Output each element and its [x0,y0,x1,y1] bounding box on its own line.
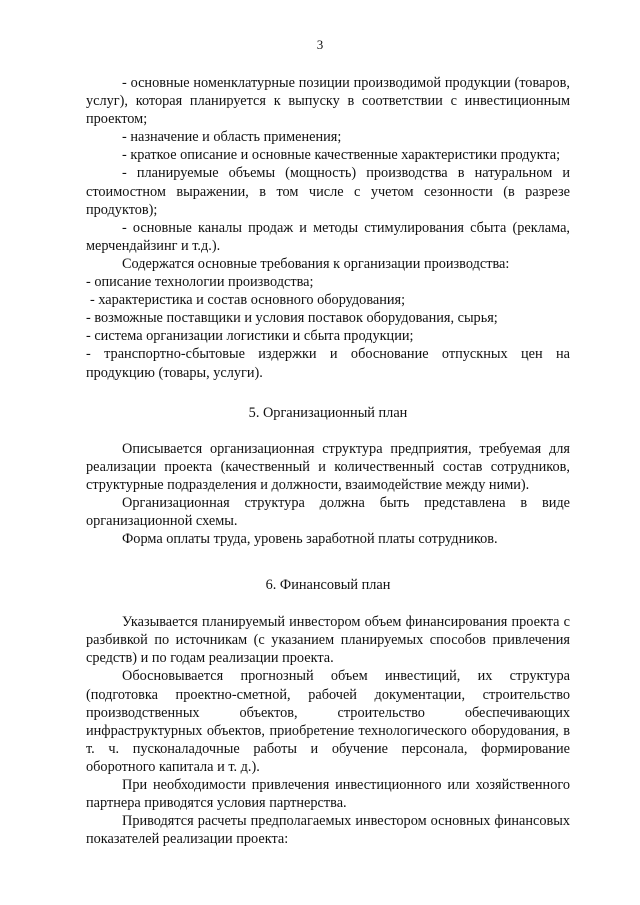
list-item-description: - краткое описание и основные качественные характеристики продукта; [122,147,561,164]
section-5-paragraph: Организационная структура должна быть представлена в виде организационной схемы. [86,494,570,529]
list-item-technology: - описание технологии производства; [86,274,314,291]
section-6-paragraph: Указывается планируемый инвестором объем финансирования проекта с разбивкой по источникам (с указанием планируемых способов привлечения средств) и по годам реализации проекта. [86,614,570,667]
list-item-costs: - транспортно-сбытовые издержки и обоснование отпускных цен на продукцию (товары, услуги). [86,346,570,381]
section-5-heading: 5. Организационный план [248,404,408,421]
section-5-paragraph: Описывается организационная структура предприятия, требуемая для реализации проекта (качественный и количественный состав сотрудников, структурные подразделения и должности, взаимодействие между ними). [86,440,570,493]
list-item-equipment: - характеристика и состав основного оборудования; [90,292,406,309]
list-item-logistics: - система организации логистики и сбыта продукции; [86,328,414,345]
page-number: 3 [316,37,324,52]
section-6-paragraph: Приводятся расчеты предполагаемых инвестором основных финансовых показателей реализации проекта: [86,813,570,848]
section-6-paragraph: При необходимости привлечения инвестиционного или хозяйственного партнера приводятся условия партнерства. [86,777,570,812]
requirements-intro: Содержатся основные требования к организации производства: [122,255,510,272]
list-item-nomenclature: - основные номенклатурные позиции производимой продукции (товаров, услуг), которая планируется к выпуску в соответствии с инвестиционным проектом; [86,75,570,128]
list-item-sales-channels: - основные каналы продаж и методы стимулирования сбыта (реклама, мерчендайзинг и т.д.). [86,219,570,254]
list-item-purpose: - назначение и область применения; [122,129,342,146]
list-item-suppliers: - возможные поставщики и условия поставок оборудования, сырья; [86,310,498,327]
section-5-paragraph: Форма оплаты труда, уровень заработной платы сотрудников. [122,531,498,548]
section-6-heading: 6. Финансовый план [265,577,391,594]
section-6-paragraph: Обосновывается прогнозный объем инвестиций, их структура (подготовка проектно-сметной, рабочей документации, строительство производственных объектов, строительство обеспечивающих инфраструктурных объектов, приобретение технологического оборудования, в т. ч. пусконаладочные работы и обучение персонала, формирование оборотного капитала и т. д.). [86,668,570,775]
list-item-volumes: - планируемые объемы (мощность) производства в натуральном и стоимостном выражении, в том числе с учетом сезонности (в разрезе продуктов); [86,165,570,218]
page-body [86,74,570,848]
